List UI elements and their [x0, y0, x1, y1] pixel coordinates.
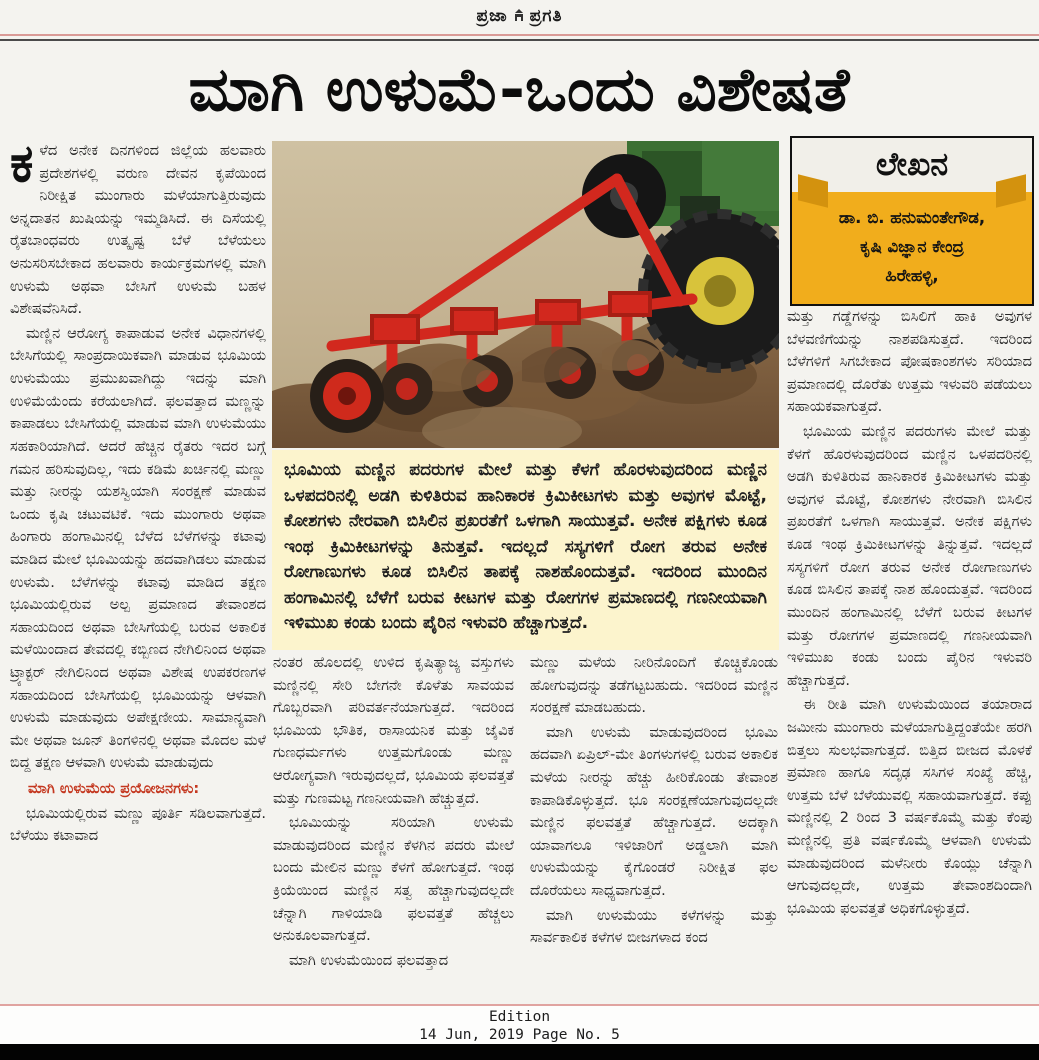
- photo-caption: ಭೂಮಿಯ ಮಣ್ಣಿನ ಪದರುಗಳ ಮೇಲೆ ಮತ್ತು ಕೆಳಗೆ ಹೊರಳುವುದರಿಂದ ಮಣ್ಣಿನ ಒಳಪದರಿನಲ್ಲಿ ಅಡಗಿ ಕುಳಿತಿರುವ ಹಾನಿಕಾರಕ ಕ್ರಿಮಿಕೀಟಗಳು ಮತ್ತು ಅವುಗಳ ಮೊಟ್ಟೆ, ಕೋಶಗಳು ನೇರವಾಗಿ ಬಿಸಿಲಿನ ಪ್ರಖರತೆಗೆ ಒಳಗಾಗಿ ಸಾಯುತ್ತವೆ. ಅನೇಕ ಪಕ್ಷಿಗಳು ಕೂಡ ಇಂಥ ಕ್ರಿಮಿಕೀಟಗಳನ್ನು ತಿನುತ್ತವೆ. ಇದಲ್ಲದೆ ಸಸ್ಯಗಳಿಗೆ ರೋಗ ತರುವ ಅನೇಕ ರೋಗಾಣುಗಳು ಕೂಡ ಬಿಸಿಲಿನ ತಾಪಕ್ಕೆ ನಾಶಹೊಂದುತ್ತವೆ. ಇದರಿಂದ ಮುಂದಿನ ಹಂಗಾಮಿನಲ್ಲಿ ಬೆಳೆಗೆ ಬರುವ ಕೀಟಗಳ ಮತ್ತು ರೋಗಗಳ ಪ್ರಮಾಣದಲ್ಲಿ ಗಣನೀಯವಾಗಿ ಇಳಿಮುಖ ಕಂಡು ಬಂದು ಪೈರಿನ ಇಳುವರಿ ಹೆಚ್ಚಾಗುತ್ತದೆ.: [272, 450, 779, 650]
- masthead-rule-dark: [0, 39, 1039, 41]
- headline: ಮಾಗಿ ಉಳುಮೆ-ಒಂದು ವಿಶೇಷತೆ: [188, 55, 850, 125]
- paragraph: ನಂತರ ಹೊಲದಲ್ಲಿ ಉಳಿದ ಕೃಷಿತ್ಯಾಜ್ಯ ವಸ್ತುಗಳು ಮಣ್ಣಿನಲ್ಲಿ ಸೇರಿ ಬೇಗನೇ ಕೊಳೆತು ಸಾವಯವ ಗೊಬ್ಬರವಾಗಿ ಪರಿವರ್ತನೆಯಾಗುತ್ತದೆ. ಇದರಿಂದ ಭೂಮಿಯ ಭೌತಿಕ, ರಾಸಾಯನಿಕ ಮತ್ತು ಜೈವಿಕ ಗುಣಧರ್ಮಗಳು ಉತ್ತಮಗೊಂಡು ಮಣ್ಣು ಆರೋಗ್ಯವಾಗಿ ಇರುವುದಲ್ಲದೆ, ಭೂಮಿಯ ಫಲವತ್ತತೆ ಮತ್ತು ಗುಣಮಟ್ಟ ಗಣನೀಯವಾಗಿ ಹೆಚ್ಚುತ್ತದೆ.: [273, 655, 514, 807]
- paragraph: ಮಾಗಿ ಉಳುಮೆಯಿಂದ ಫಲವತ್ತಾದ: [289, 952, 449, 969]
- paragraph: ಮಣ್ಣು ಮಳೆಯ ನೀರಿನೊಂದಿಗೆ ಕೊಚ್ಚಿಕೊಂಡು ಹೋಗುವುದನ್ನು ತಡೆಗಟ್ಟಬಹುದು. ಇದರಿಂದ ಮಣ್ಣಿನ ಸಂರಕ್ಷಣೆ ಮಾಡಬಹುದು.: [530, 655, 778, 717]
- column-4: [787, 306, 1032, 1006]
- author-name: ಡಾ. ಬಿ. ಹನುಮಂತೇಗೌಡ,: [838, 208, 986, 227]
- paragraph: ಮಣ್ಣಿನ ಆರೋಗ್ಯ ಕಾಪಾಡುವ ಅನೇಕ ವಿಧಾನಗಳಲ್ಲಿ ಬೇಸಿಗೆಯಲ್ಲಿ ಸಾಂಪ್ರದಾಯಿಕವಾಗಿ ಮಾಡುವ ಭೂಮಿಯ ಉಳುಮೆಯು ಪ್ರಮುಖವಾಗಿದ್ದು ಇದನ್ನು ಮಾಗಿ ಉಳಿಮೆಯೆಂದು ಕರೆಯಲಾಗಿದೆ. ಫಲವತ್ತಾದ ಮಣ್ಣನ್ನು ಕಾಪಾಡಲು ಬೇಸಿಗೆಯಲ್ಲಿ ಮಾಡುವ ಮಾಗಿ ಉಳುಮೆಯು ಸಹಕಾರಿಯಾಗಿದೆ. ಆದರೆ ಹೆಚ್ಚಿನ ರೈತರು ಇದರ ಬಗ್ಗೆ ಗಮನ ಹರಿಸುವುದಿಲ್ಲ, ಇದು ಕಡಿಮೆ ಖರ್ಚಿನಲ್ಲಿ ಮಣ್ಣು ಮತ್ತು ನೀರನ್ನು ಯಶಸ್ವಿಯಾಗಿ ಸಂರಕ್ಷಣೆ ಮಾಡುವ ಒಂದು ಕೃಷಿ ಚಟುವಟಿಕೆ. ಇದು ಮುಂಗಾರು ಅಥವಾ ಹಿಂಗಾರು ಹಂಗಾಮಿನಲ್ಲಿ ಬೆಳೆದ ಬೆಳೆಗಳನ್ನು ಕಟಾವು ಮಾಡಿದ ಮೇಲೆ ಭೂಮಿಯನ್ನು ಹದವಾಗಿಡಲು ಮಾಡುವ ಉಳುಮೆ. ಬೆಳೆಗಳನ್ನು ಕಟಾವು ಮಾಡಿದ ತಕ್ಷಣ ಭೂಮಿಯಲ್ಲಿರುವ ಅಲ್ಪ ಪ್ರಮಾಣದ ತೇವಾಂಶದ ಸಹಾಯದಿಂದ ಅಥವಾ ಬೇಸಿಗೆಯಲ್ಲಿ ಬರುವ ಅಕಾಲಿಕ ಮಳೆಯಿಂದಾದ ತೇವದಲ್ಲಿ ಕಬ್ಬಿಣದ ನೇಗಿಲಿನಿಂದ ಅಥವಾ ಟ್ರ್ಯಾಕ್ಟರ್ ನೇಗಿಲಿನಿಂದ ಅಥವಾ ವಿಶೇಷ ಉಪಕರಣಗಳ ಸಹಾಯದಿಂದ ಬೇಸಿಗೆಯಲ್ಲಿ ಭೂಮಿಯನ್ನು ಆಳವಾಗಿ ಉಳುಮೆ ಮಾಡುವುದು ಅಪೇಕ್ಷಣೀಯ. ಸಾಮಾನ್ಯವಾಗಿ ಮೇ ಅಥವಾ ಜೂನ್ ತಿಂಗಳಿನಲ್ಲಿ ಅಥವಾ ಮೊದಲ ಮಳೆ ಬಿದ್ದ ತಕ್ಷಣ ಆಳವಾಗಿ ಉಳುಮೆ ಮಾಡುವುದು: [10, 325, 266, 772]
- paragraph: ಕಳೆದ ಅನೇಕ ದಿನಗಳಿಂದ ಜಿಲ್ಲೆಯ ಹಲವಾರು ಪ್ರದೇಶಗಳಲ್ಲಿ ವರುಣ ದೇವನ ಕೃಪೆಯಿಂದ ನಿರೀಕ್ಷಿತ ಮುಂಗಾರು ಮಳೆಯಾಗುತ್ತಿರುವುದು ಅನ್ನದಾತನ ಖುಷಿಯನ್ನು ಇಮ್ಮಡಿಸಿದೆ. ಈ ದಿಸೆಯಲ್ಲಿ ರೈತಬಾಂಧವರು ಉತ್ಕೃಷ್ಟ ಬೆಳೆ ಬೆಳೆಯಲು ಅನುಸರಿಸಬೇಕಾದ ಹಲವಾರು ಕಾರ್ಯಕ್ರಮಗಳಲ್ಲಿ ಮಾಗಿ ಉಳುಮೆ ಅಥವಾ ಬೇಸಿಗೆ ಉಳುಮೆ ಬಹಳ ವಿಶೇಷವೆನಿಸಿದೆ.: [10, 140, 266, 318]
- masthead-title-left: ಪ್ರಜಾ: [476, 6, 508, 26]
- paragraph: ಮಾಗಿ ಉಳುಮೆ ಮಾಡುವುದರಿಂದ ಭೂಮಿ ಹದವಾಗಿ ಏಪ್ರಿಲ್-ಮೇ ತಿಂಗಳುಗಳಲ್ಲಿ ಬರುವ ಅಕಾಲಿಕ ಮಳೆಯ ನೀರನ್ನು ಹೆಚ್ಚು ಹೀರಿಕೊಂಡು ತೇವಾಂಶ ಕಾಪಾಡಿಕೊಳ್ಳುತ್ತದೆ. ಭೂ ಸಂರಕ್ಷಣೆಯಾಗುವುದಲ್ಲದೇ ಮಣ್ಣಿನ ಫಲವತ್ತತೆ ಹೆಚ್ಚಾಗುತ್ತದೆ. ಅದಕ್ಕಾಗಿ ಯಾವಾಗಲೂ ಇಳಿಜಾರಿಗೆ ಅಡ್ಡಲಾಗಿ ಮಾಗಿ ಉಳುಮೆಯನ್ನು ಕೈಗೊಂಡರೆ ನಿರೀಕ್ಷಿತ ಫಲ ದೊರೆಯಲು ಸಾಧ್ಯವಾಗುತ್ತದೆ.: [530, 724, 778, 900]
- bottom-black-bar: [0, 1044, 1039, 1060]
- author-banner: [792, 192, 1032, 304]
- paragraph: ಭೂಮಿಯನ್ನು ಸರಿಯಾಗಿ ಉಳುಮೆ ಮಾಡುವುದರಿಂದ ಮಣ್ಣಿನ ಕೆಳಗಿನ ಪದರು ಮೇಲೆ ಬಂದು ಮೇಲಿನ ಮಣ್ಣು ಕೆಳಗೆ ಹೋಗುತ್ತದೆ. ಇಂಥ ಕ್ರಿಯೆಯಿಂದ ಮಣ್ಣಿನ ಸತ್ವ ಹೆಚ್ಚಾಗುವುದಲ್ಲದೇ ಚೆನ್ನಾಗಿ ಗಾಳಿಯಾಡಿ ಫಲವತ್ತತೆ ಹೆಚ್ಚಲು ಅನುಕೂಲವಾಗುತ್ತದೆ.: [273, 815, 514, 945]
- masthead-title-right: ಪ್ರಗತಿ: [529, 6, 563, 26]
- masthead-logo-icon: [511, 8, 527, 24]
- paragraph: ಭೂಮಿಯ ಮಣ್ಣಿನ ಪದರುಗಳು ಮೇಲೆ ಮತ್ತು ಕೆಳಗೆ ಹೊರಳುವುದರಿಂದ ಮಣ್ಣಿನ ಒಳಪದರಿನಲ್ಲಿ ಅಡಗಿ ಕುಳಿತಿರುವ ಹಾನಿಕಾರಕ ಕ್ರಿಮಿಕೀಟಗಳು ಮತ್ತು ಅವುಗಳ ಮೊಟ್ಟೆ, ಕೋಶಗಳು ನೇರವಾಗಿ ಬಿಸಿಲಿನ ಪ್ರಖರತೆಗೆ ಒಳಗಾಗಿ ಸಾಯುತ್ತವೆ. ಅನೇಕ ಪಕ್ಷಿಗಳು ಕೂಡ ಇಂಥ ಕ್ರಿಮಿಕೀಟಗಳನ್ನು ತಿನ್ನುತ್ತವೆ. ಇದಲ್ಲದೆ ಸಸ್ಯಗಳಿಗೆ ರೋಗ ತರುವ ಅನೇಕ ರೋಗಾಣುಗಳು ಕೂಡ ಬಿಸಿಲಿನ ತಾಪಕ್ಕೆ ನಾಶ ಹೊಂದುತ್ತವೆ. ಇದರಿಂದ ಮುಂದಿನ ಹಂಗಾಮಿನಲ್ಲಿ ಬೆಳೆಗೆ ಬರುವ ಕೀಟಗಳ ಮತ್ತು ರೋಗಗಳ ಪ್ರಮಾಣದಲ್ಲಿ ಗಣನೀಯವಾಗಿ ಇಳಿಮುಖ ಕಂಡು ಬಂದು ಪೈರಿನ ಇಳುವರಿ ಹೆಚ್ಚಾಗುತ್ತದೆ.: [787, 424, 1032, 689]
- footer: [0, 1004, 1039, 1044]
- author-box-label: ಲೇಖನ: [875, 145, 949, 183]
- paragraph: ಈ ರೀತಿ ಮಾಗಿ ಉಳುಮೆಯಿಂದ ತಯಾರಾದ ಜಮೀನು ಮುಂಗಾರು ಮಳೆಯಾಗುತ್ತಿದ್ದಂತೆಯೇ ಹರಗಿ ಬಿತ್ತಲು ಸುಲಭವಾಗುತ್ತದೆ. ಬಿತ್ತಿದ ಬೀಜದ ಮೊಳಕೆ ಪ್ರಮಾಣ ಹಾಗೂ ಸದೃಢ ಸಸಿಗಳ ಸಂಖ್ಯೆ ಹೆಚ್ಚಿ, ಉತ್ತಮ ಬೆಳೆ ಬೆಳೆಯುವಲ್ಲಿ ಸಹಾಯವಾಗುತ್ತದೆ. ಕಪ್ಪು ಮಣ್ಣಿನಲ್ಲಿ 2 ರಿಂದ 3 ವರ್ಷಕೊಮ್ಮೆ ಮತ್ತು ಕೆಂಪು ಮಣ್ಣಿನಲ್ಲಿ ಪ್ರತಿ ವರ್ಷಕೊಮ್ಮೆ ಆಳವಾಗಿ ಉಳುಮೆ ಮಾಡುವುದರಿಂದ ಮಳೆನೀರು ಕೊಯ್ಲು ಚೆನ್ನಾಗಿ ಆಗುವುದಲ್ಲದೇ, ಉತ್ತಮ ತೇವಾಂಶದಿಂದಾಗಿ ಭೂಮಿಯ ಫಲವತ್ತತೆ ಅಧಿಕಗೊಳ್ಳುತ್ತದೆ.: [787, 697, 1032, 917]
- masthead: [0, 6, 1039, 26]
- tractor-plough-illustration: [272, 141, 779, 448]
- column-3: [530, 652, 778, 1005]
- masthead-rule-red: [0, 34, 1039, 36]
- benefits-subheading: ಮಾಗಿ ಉಳುಮೆಯ ಪ್ರಯೋಜನಗಳು:: [28, 781, 200, 798]
- column-1: [10, 140, 266, 1006]
- footer-edition: Edition: [488, 1009, 551, 1025]
- article-photo: [272, 141, 779, 448]
- paragraph: ಮಾಗಿ ಉಳುಮೆಯು ಕಳೆಗಳನ್ನು ಮತ್ತು ಸಾರ್ವಕಾಲಿಕ ಕಳೆಗಳ ಬೀಜಗಳಾದ ಕಂದ: [530, 907, 778, 947]
- author-place: ಹಿರೇಹಳ್ಳಿ,: [885, 265, 939, 285]
- author-organization: ಕೃಷಿ ವಿಜ್ಞಾನ ಕೇಂದ್ರ: [860, 236, 964, 256]
- dropcap-letter: ಕ: [10, 140, 34, 194]
- author-box: [790, 136, 1034, 306]
- paragraph: ಮತ್ತು ಗಡ್ಡೆಗಳನ್ನು ಬಿಸಿಲಿಗೆ ಹಾಕಿ ಅವುಗಳ ಬೆಳವಣಿಗೆಯನ್ನು ನಾಶಪಡಿಸುತ್ತದೆ. ಇದರಿಂದ ಬೆಳೆಗಳಿಗೆ ಸಿಗಬೇಕಾದ ಪೋಷಕಾಂಶಗಳು ಸರಿಯಾದ ಪ್ರಮಾಣದಲ್ಲಿ ದೊರೆತು ಉತ್ತಮ ಇಳುವರಿ ಪಡೆಯಲು ಸಹಾಯಕವಾಗುತ್ತದೆ.: [787, 309, 1032, 416]
- column-2: [273, 652, 514, 1005]
- footer-date-page: 14 Jun, 2019 Page No. 5: [419, 1027, 620, 1044]
- paragraph: ಭೂಮಿಯಲ್ಲಿರುವ ಮಣ್ಣು ಪೂರ್ತಿ ಸಡಿಲವಾಗುತ್ತದೆ. ಬೆಳೆಯು ಕಟಾವಾದ: [10, 805, 266, 845]
